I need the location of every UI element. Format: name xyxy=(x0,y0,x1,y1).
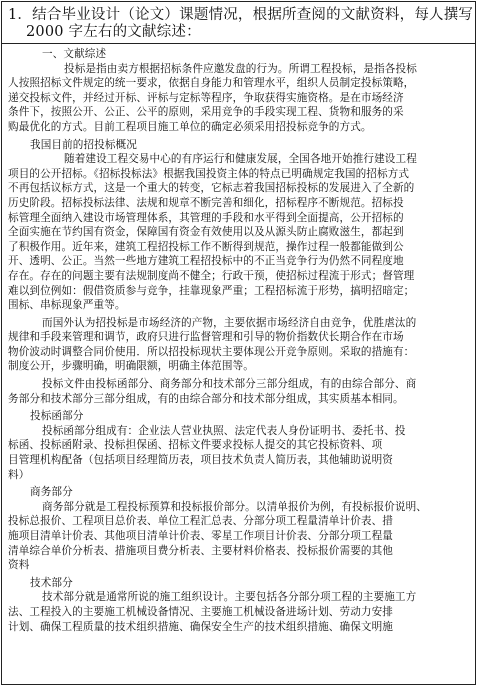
text-line: 项目的公开招标。《招标投标法》根据我国投资主体的特点已明确规定我国的招标方式 xyxy=(8,167,410,180)
text-line: 制度公开，步骤明确，明确限额，明确主体范围等。 xyxy=(8,360,254,373)
question-header xyxy=(2,2,475,44)
text-line: 商务部分就是工程投标预算和投标报价部分。以清单报价为例，有投标报价说明、 xyxy=(42,500,427,513)
text-line: 技术部分就是通常所说的施工组织设计。主要包括各分部分项工程的主要施工方 xyxy=(42,591,417,604)
text-line: 法、工程投入的主要施工机械设备情况、主要施工机械设备进场计划、劳动力安排 xyxy=(8,605,393,618)
text-line: 围标、串标现象严重等。 xyxy=(8,299,126,312)
text-line: 人按照招标文件规定的统一要求，依据自身能力和管理水平，组织人员制定投标策略， xyxy=(8,77,415,90)
text-line: 不再包括议标方式，这是一个重大的转变，它标志着我国招标投标的发展进入了全新的 xyxy=(8,182,415,195)
text-line: 递交投标文件，并经过开标、评标与定标等程序，争取获得实施资格。是在市场经济 xyxy=(8,91,404,104)
text-line: 投标文件由投标函部分、商务部分和技术部分三部分组成，有的由综合部分、商 xyxy=(42,378,417,391)
text-line: 规律和手段来管理和调节，政府只进行监督管理和引导的物价指数伏长期合作在市场 xyxy=(8,331,404,344)
document-frame xyxy=(1,1,476,685)
question-line-1: 1．结合毕业设计（论文）课题情况，根据所查阅的文献资料，每人撰写 xyxy=(8,7,474,23)
text-line: 计划、确保工程质量的技术组织措施、确保安全生产的技术组织措施、确保文明施 xyxy=(8,620,393,633)
text-line: 料） xyxy=(8,468,30,481)
text-line: 商务部分 xyxy=(30,486,73,499)
text-line: 了积极作用。近年来，建筑工程招投标工作不断得到规范，操作过程一般都能做到公 xyxy=(8,240,404,253)
text-line: 而国外认为招投标是市场经济的产物，主要依据市场经济自由竞争，优胜虐汰的 xyxy=(42,316,417,329)
text-line: 存在。存在的问题主要有法规制度尚不健全；行政干预，使招标过程流于形式；督管理 xyxy=(8,269,415,282)
text-line: 务部分和技术部分三部分组成，有的由综合部分和技术部分组成，其实质基本相同。 xyxy=(8,392,404,405)
text-line: 开、透明、公正。当然一些地方建筑工程招投标中的不正当竞争行为仍然不同程度地 xyxy=(8,255,404,268)
text-line: 购最优化的方式。目前工程项目施工单位的确定必须采用招投标竞争的方式。 xyxy=(8,120,372,133)
text-line: 历史阶段。招标投标法律、法规和规章不断完善和细化，招标程序不断规范。招标投 xyxy=(8,196,404,209)
text-line: 投标是指由卖方根据招标条件应邀发盘的行为。所谓工程投标，是指各投标 xyxy=(64,62,417,75)
text-line: 全面实施在节约国有资金，保障国有资金有效使用以及从源头防止腐败滋生，都起到 xyxy=(8,226,404,239)
review-body xyxy=(2,44,475,634)
text-line: 难以到位例如：假借资质参与竞争，挂靠现象严重；工程招标流于形势，搞明招暗定； xyxy=(8,284,415,297)
text-line: 施项目清单计价表、其他项目清单计价表、零星工作项目计价表、分部分项工程量 xyxy=(8,530,393,542)
text-line: 标函、投标函附录、投标担保函、招标文件要求投标人提交的其它投标资料、项 xyxy=(8,439,383,452)
text-line: 资料 xyxy=(8,559,30,572)
text-line: 随着建设工程交易中心的有序运行和健康发展，全国各地开始推行建设工程 xyxy=(64,153,417,166)
text-line: 条件下，按照公开、公正、公平的原则，采用竞争的手段实现工程、货物和服务的采 xyxy=(8,106,404,119)
text-line: 技术部分 xyxy=(30,576,73,589)
text-line: 标管理全面纳入建设市场管理体系，其管理的手段和水平得到全面提高，公开招标的 xyxy=(8,211,404,224)
text-line: 投标函部分组成有：企业法人营业执照、法定代表人身份证明书、委托书、投 xyxy=(42,424,406,437)
text-line: 清单综合单价分析表、措施项目费分析表、主要材料价格表、投标报价需要的其他 xyxy=(8,544,393,557)
text-line: 物价波动时调整合同价使用．所以招投标现状主要体现公开竞争原则。采取的措施有： xyxy=(8,345,415,358)
text-line: 投标函部分 xyxy=(30,410,84,423)
text-line: 投标总报价、工程项目总价表、单位工程汇总表、分部分项工程量清单计价表、措 xyxy=(8,515,393,528)
text-line: 一、文献综述 xyxy=(42,48,107,60)
text-line: 我国目前的招投标概况 xyxy=(30,138,137,151)
question-line-2: 2000 字左右的文献综述： xyxy=(26,24,201,40)
text-line: 目管理机构配备（包括项目经理简历表，项目技术负责人简历表，其他辅助说明资 xyxy=(8,454,393,467)
